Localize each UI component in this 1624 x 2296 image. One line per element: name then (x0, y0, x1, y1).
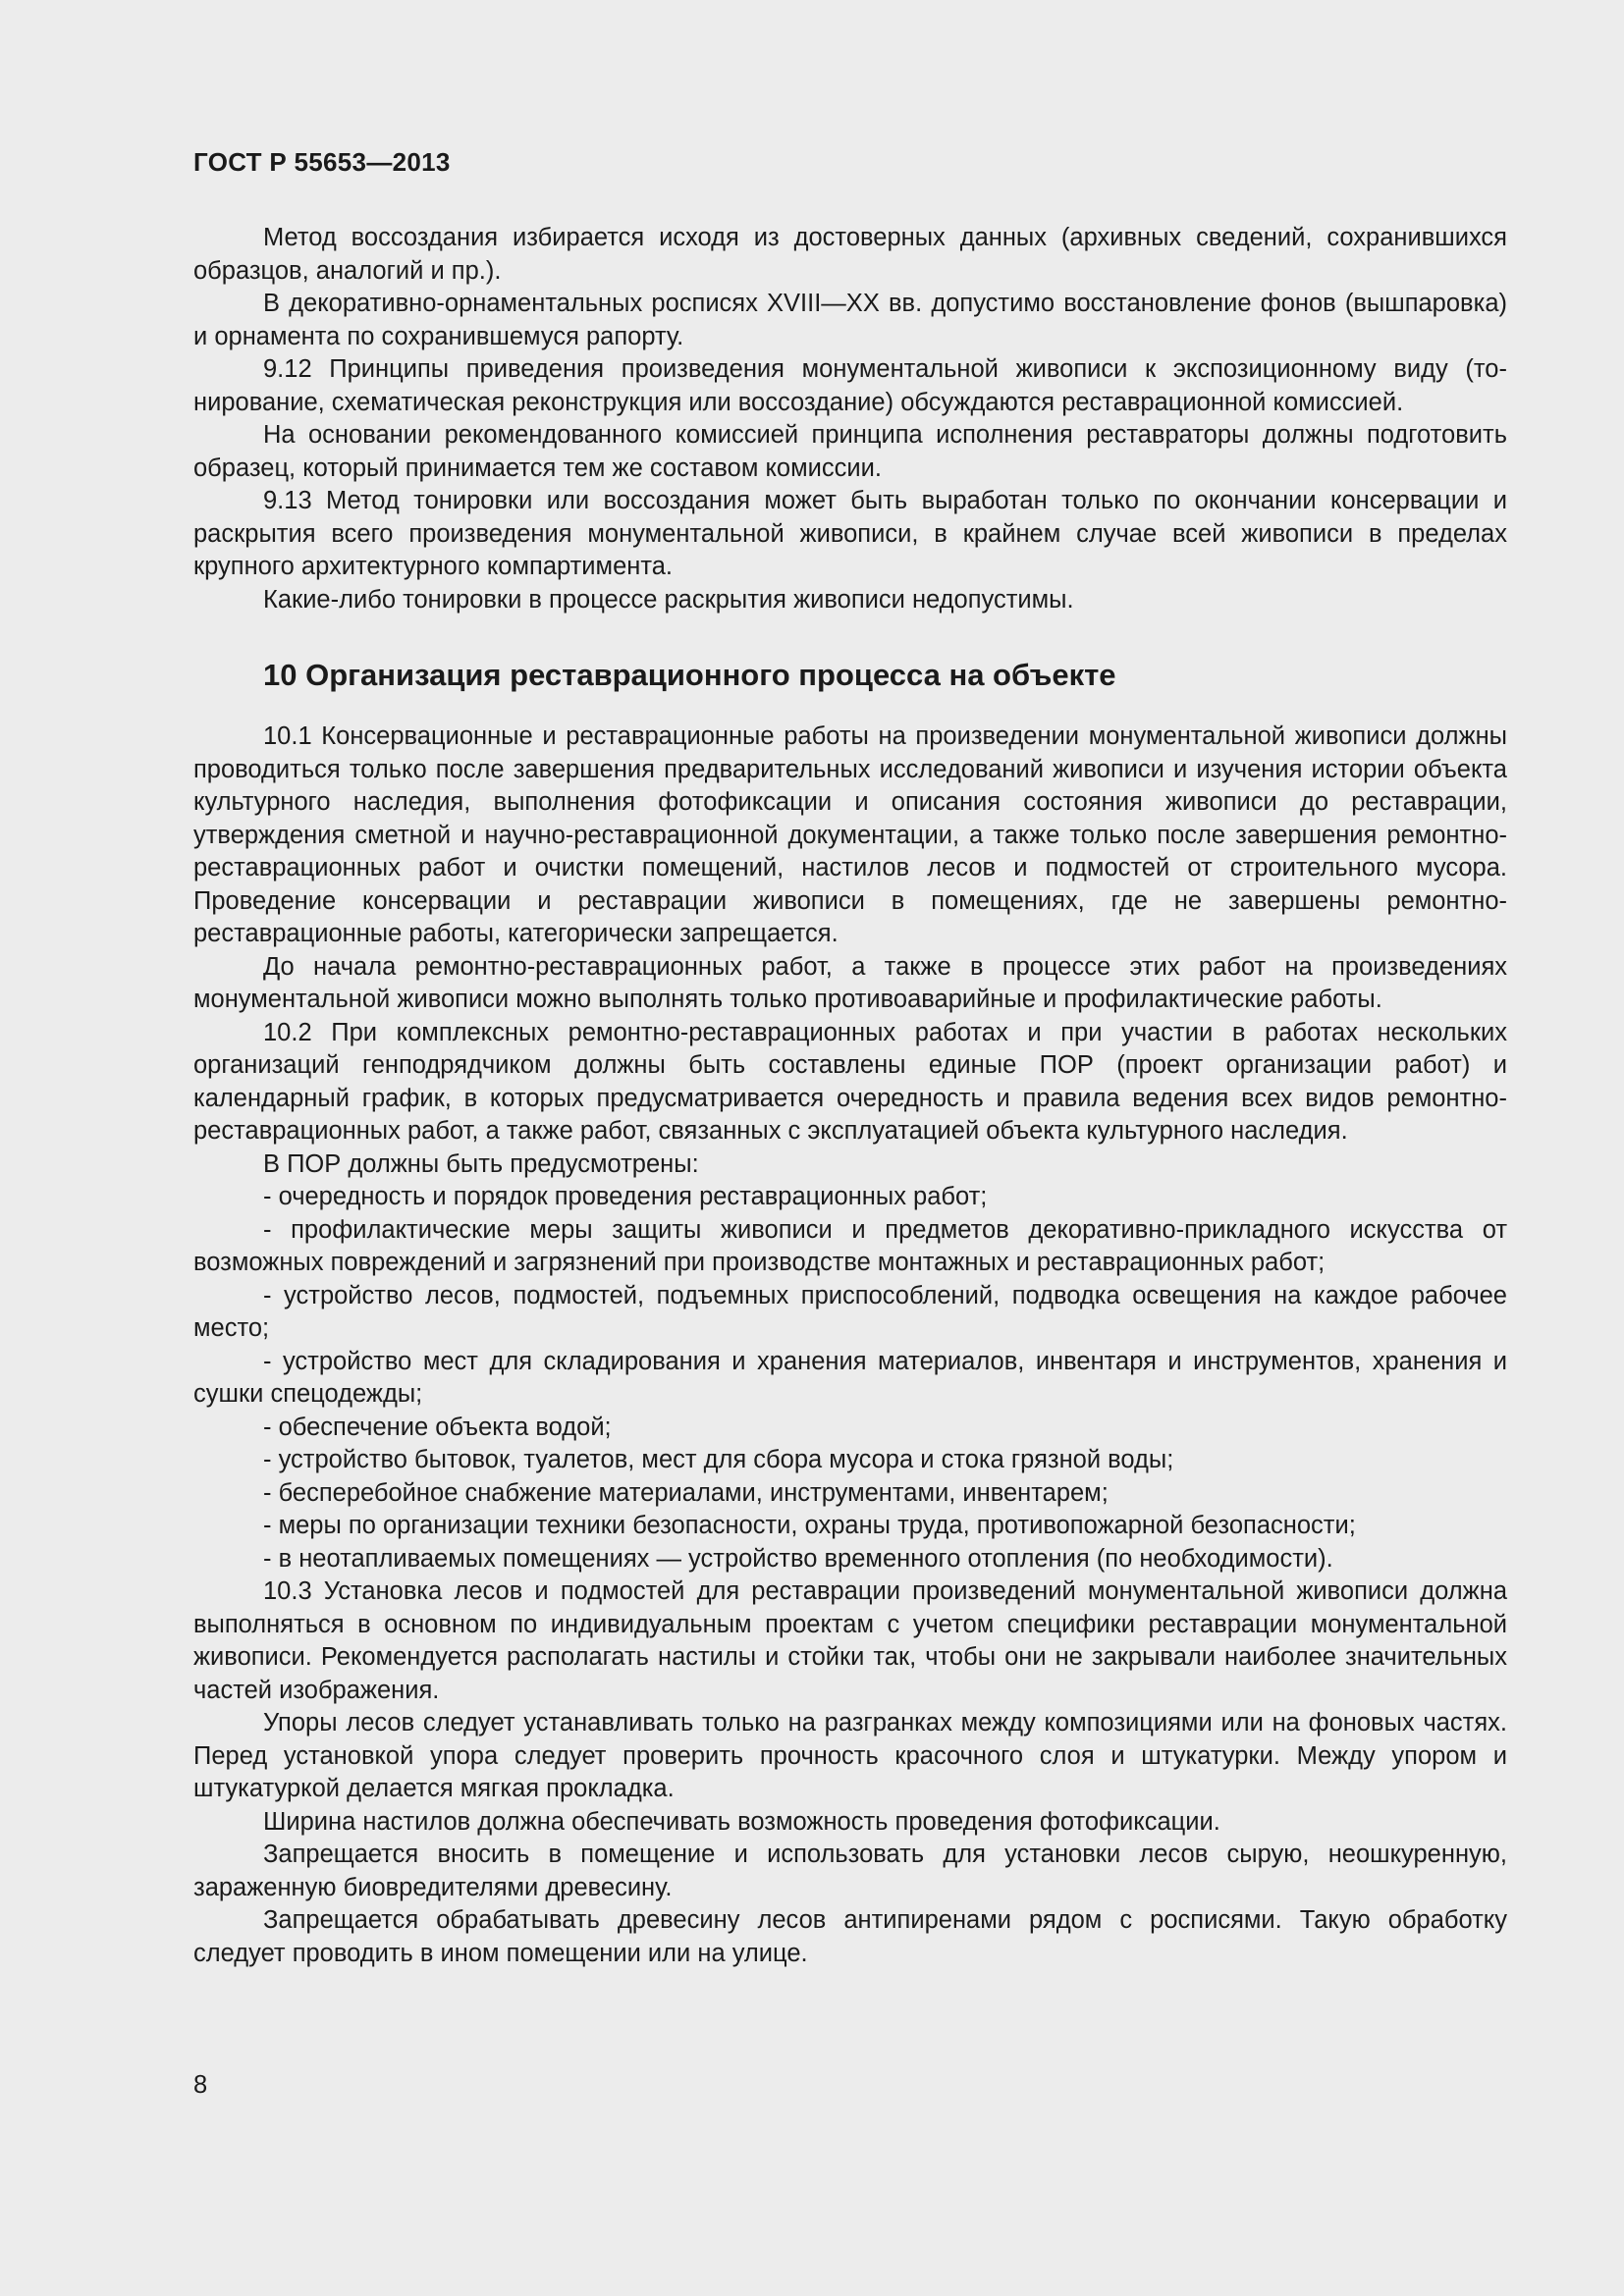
document-body (193, 222, 1507, 1970)
paragraph: 10.1 Консервационные и реставрационные работы на произведении монументальной живописи должны проводиться только после завершения предварительных исследований живописи и изучения истории объекта культурного наследия, выполнения фотофиксации и описания состояния живописи до реставрации, утверждения сметной и научно-реставрационной документации, а также только после завершения ремонтно-реставрационных работ и очистки помещений, настилов лесов и подмостей от строительного мусора. Проведение консервации и реставрации живописи в помещениях, где не завершены ремонтно-реставрационные работы, категорически запрещается. (193, 722, 1507, 947)
list-item: - меры по организации техники безопасности, охраны труда, противопожарной безопасности; (263, 1512, 1356, 1539)
paragraph: 9.12 Принципы приведения произведения монументальной живописи к экспозиционному виду (тонирование, схематическая реконструкция или воссоздание) обсуждаются реставрационной комиссией. (193, 355, 1507, 416)
list-item: - устройство бытовок, туалетов, мест для сбора мусора и стока грязной воды; (263, 1446, 1174, 1473)
paragraph: В декоративно-орнаментальных росписях XVIII—XX вв. допустимо восстановление фонов (вышпаровка) и орнамента по сохранившемуся рапорту. (193, 290, 1507, 350)
paragraph: Метод воссоздания избирается исходя из достоверных данных (архивных сведений, сохранившихся образцов, аналогий и пр.). (193, 224, 1507, 285)
paragraph: В ПОР должны быть предусмотрены: (263, 1149, 699, 1178)
paragraph: На основании рекомендованного комиссией принципа исполнения реставраторы должны подготовить образец, который принимается тем же составом комиссии. (193, 421, 1507, 482)
list-item: - устройство мест для складирования и хранения материалов, инвентаря и инструментов, хранения и сушки спецодежды; (193, 1347, 1507, 1408)
document-code-header: ГОСТ Р 55653—2013 (193, 147, 451, 177)
list-item: - обеспечение объекта водой; (263, 1413, 612, 1441)
paragraph: 10.3 Установка лесов и подмостей для реставрации произведений монументальной живописи должна выполняться в основном по индивидуальным проектам с учетом специфики реставрации монументальной живописи. Рекомендуется располагать настилы и стойки так, чтобы они не закрывали наиболее значительных частей изображения. (193, 1577, 1507, 1704)
list-item: - профилактические меры защиты живописи и предметов декоративно-прикладного искусства от возможных повреждений и загрязнений при производстве монтажных и реставрационных работ; (193, 1215, 1507, 1276)
paragraph: Ширина настилов должна обеспечивать возможность проведения фотофиксации. (263, 1807, 1220, 1836)
section-title: 10 Организация реставрационного процесса на объекте (263, 658, 1116, 692)
page-number: 8 (193, 2071, 208, 2099)
list-item: - очередность и порядок проведения реставрационных работ; (263, 1183, 988, 1210)
list-item: - в неотапливаемых помещениях — устройство временного отопления (по необходимости). (263, 1544, 1333, 1573)
paragraph: 9.13 Метод тонировки или воссоздания может быть выработан только по окончании консервации и раскрытия всего произведения монументальной живописи, в крайнем случае всей живописи в пределах крупного архитектурного компартимента. (193, 487, 1507, 580)
paragraph: Какие-либо тонировки в процессе раскрытия живописи недопустимы. (263, 585, 1074, 614)
paragraph: До начала ремонтно-реставрационных работ, а также в процессе этих работ на произведениях монументальной живописи можно выполнять только противоаварийные и профилактические работы. (193, 952, 1507, 1013)
paragraph: Запрещается вносить в помещение и использовать для установки лесов сырую, неошкуренную, зараженную биовредителями древесину. (193, 1841, 1507, 1901)
paragraph: 10.2 При комплексных ремонтно-реставрационных работах и при участии в работах нескольких организаций генподрядчиком должны быть составлены единые ПОР (проект организации работ) и календарный график, в которых предусматривается очередность и правила ведения всех видов ремонтно-реставрационных работ, а также работ, связанных с эксплуатацией объекта культурного наследия. (193, 1018, 1507, 1145)
list-item: - бесперебойное снабжение материалами, инструментами, инвентарем; (263, 1478, 1109, 1507)
list-item: - устройство лесов, подмостей, подъемных приспособлений, подводка освещения на каждое рабочее место; (193, 1281, 1507, 1342)
paragraph: Запрещается обрабатывать древесину лесов антипиренами рядом с росписями. Такую обработку следует проводить в ином помещении или на улице. (193, 1906, 1507, 1967)
paragraph: Упоры лесов следует устанавливать только на разгранках между композициями или на фоновых частях. Перед установкой упора следует проверить прочность красочного слоя и штукатурки. Между упором и штукатуркой делается мягкая прокладка. (193, 1709, 1507, 1802)
